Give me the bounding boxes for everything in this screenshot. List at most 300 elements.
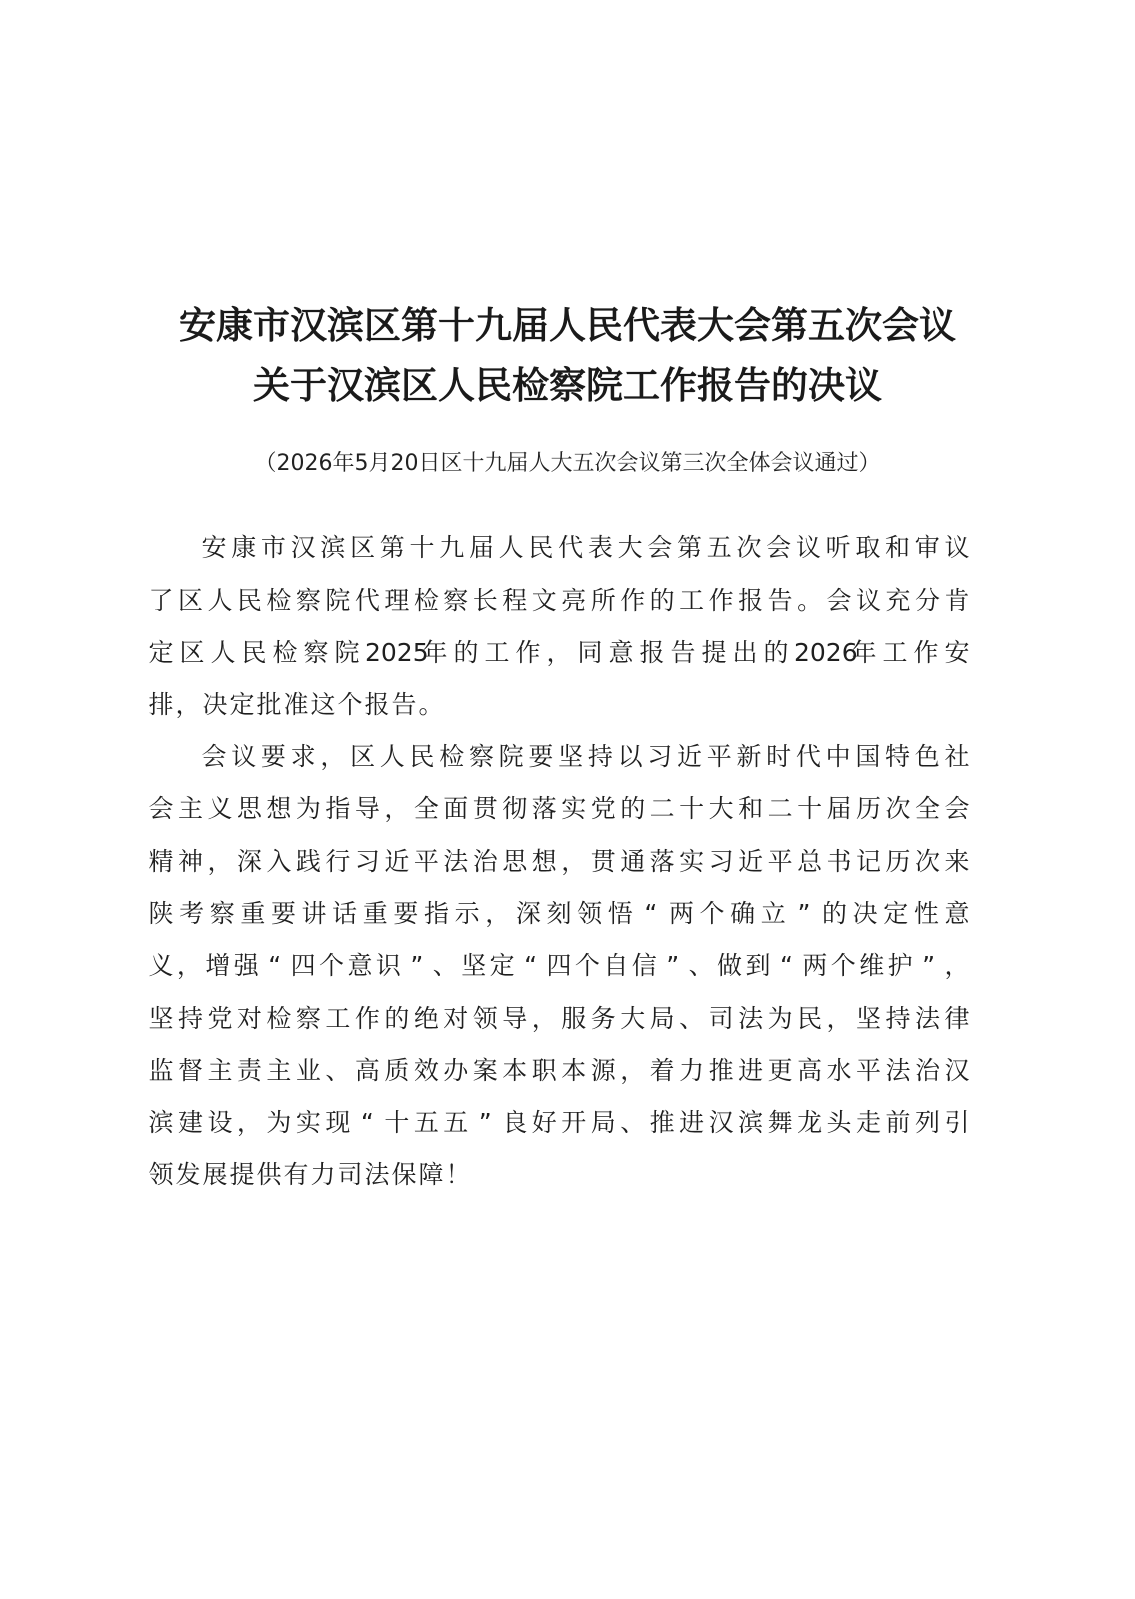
body-char: 党	[207, 1004, 233, 1033]
body-char: 强	[233, 951, 259, 980]
body-char: 作	[708, 586, 734, 615]
body-char: 本	[502, 1056, 528, 1085]
body-char: 的	[763, 638, 789, 667]
body-char: 发	[175, 1160, 201, 1189]
body-char: 。	[797, 586, 823, 615]
body-char: 案	[472, 1056, 498, 1085]
body-char: 落	[531, 794, 557, 823]
body-char: ！	[445, 1160, 471, 1189]
body-char: 大	[708, 794, 734, 823]
body-char: 汉	[944, 1056, 970, 1085]
body-char: 导	[502, 1004, 528, 1033]
body-char: 工	[679, 586, 705, 615]
body-char: 思	[236, 794, 262, 823]
body-char: ，	[485, 899, 511, 928]
body-char: 务	[590, 1004, 616, 1033]
body-char: 察	[468, 742, 494, 771]
body-char: 提	[229, 1160, 255, 1189]
body-char: ，	[176, 951, 202, 980]
body-char: “	[779, 951, 793, 980]
body-char: 通	[620, 847, 646, 876]
body-char: 听	[825, 533, 851, 562]
body-char: 彻	[502, 794, 528, 823]
body-char: 议	[795, 533, 821, 562]
body-char: 滨	[148, 1108, 174, 1137]
body-char: 十	[679, 794, 705, 823]
body-char: 作	[913, 638, 939, 667]
body-char: 两	[668, 899, 694, 928]
body-char: 近	[677, 742, 703, 771]
body-char: ，	[826, 1004, 852, 1033]
body-char: 贯	[472, 794, 498, 823]
body-char: 做	[717, 951, 743, 980]
body-char: 、	[688, 951, 714, 980]
body-char: 文	[531, 586, 557, 615]
body-char: 院	[325, 586, 351, 615]
body-char: 和	[738, 794, 764, 823]
body-char: 水	[826, 1056, 852, 1085]
body-char: 服	[561, 1004, 587, 1033]
body-char: 坚	[461, 951, 487, 980]
body-char: 司	[708, 1004, 734, 1033]
body-char: 意	[347, 951, 373, 980]
body-char: 决	[852, 899, 878, 928]
body-char: 所	[590, 586, 616, 615]
body-char: 个	[830, 951, 856, 980]
body-char: 区	[179, 638, 205, 667]
body-char: 察	[209, 899, 235, 928]
body-char: 设	[207, 1108, 233, 1137]
body-char: 持	[587, 742, 613, 771]
body-char: 引	[944, 1108, 970, 1137]
body-char: 的	[649, 586, 675, 615]
body-char: 障	[418, 1160, 444, 1189]
body-char: 本	[561, 1056, 587, 1085]
body-char: 着	[649, 1056, 675, 1085]
body-char: 理	[384, 586, 410, 615]
body-char: 坚	[558, 742, 584, 771]
body-char: 告	[767, 586, 793, 615]
body-char: 、	[620, 1108, 646, 1137]
body-char: 建	[177, 1108, 203, 1137]
body-char: 次	[885, 794, 911, 823]
body-char: 区	[350, 533, 376, 562]
body-char: 滨	[320, 533, 346, 562]
body-char: 决	[202, 690, 228, 719]
body-char: 龙	[797, 1108, 823, 1137]
body-char: 国	[855, 742, 881, 771]
body-char: 主	[266, 1056, 292, 1085]
body-char: 社	[944, 742, 970, 771]
body-char: 大	[620, 1004, 646, 1033]
body-char: 批	[256, 690, 282, 719]
body-char: 领	[577, 899, 603, 928]
body-char: 议	[944, 533, 970, 562]
body-char: 会	[201, 742, 227, 771]
body-char: 代	[354, 586, 380, 615]
body-char: 作	[354, 1004, 380, 1033]
body-char: 立	[760, 899, 786, 928]
body-char: 四	[546, 951, 572, 980]
body-char: 为	[266, 1108, 292, 1137]
body-char: 告	[391, 690, 417, 719]
body-char: 会	[826, 586, 852, 615]
body-char: 滨	[738, 1108, 764, 1137]
body-char: 高	[354, 1056, 380, 1085]
body-char: 现	[325, 1108, 351, 1137]
body-char: 区	[350, 742, 376, 771]
body-char: 导	[354, 794, 380, 823]
body-char: 作	[620, 586, 646, 615]
body-char: 个	[319, 951, 345, 980]
body-char: 会	[647, 533, 673, 562]
body-char: 高	[797, 1056, 823, 1085]
body-char: 到	[745, 951, 771, 980]
body-char: 2026	[794, 638, 858, 667]
body-char: 个	[337, 690, 363, 719]
body-char: 效	[413, 1056, 439, 1085]
body-char: 面	[443, 794, 469, 823]
document-subtitle: （2026年5月20日区十九届人大五次会议第三次全体会议通过）	[254, 451, 881, 476]
body-char: 告	[670, 638, 696, 667]
body-char: 领	[148, 1160, 174, 1189]
body-char: 书	[826, 847, 852, 876]
body-char: 法	[364, 1160, 390, 1189]
body-char: 人	[379, 742, 405, 771]
body-char: 实	[295, 1108, 321, 1137]
body-char: 人	[207, 586, 233, 615]
body-char: 出	[732, 638, 758, 667]
body-char: 2025	[365, 638, 429, 667]
body-char: 推	[708, 1056, 734, 1085]
body-char: 主	[177, 794, 203, 823]
body-char: 力	[310, 1160, 336, 1189]
body-char: 民	[409, 742, 435, 771]
body-char: 区	[177, 586, 203, 615]
body-char: 平	[767, 847, 793, 876]
body-char: 治	[915, 1056, 941, 1085]
body-char: 肯	[944, 586, 970, 615]
body-char: 。	[418, 690, 444, 719]
body-char: 力	[679, 1056, 705, 1085]
body-char: 五	[443, 1108, 469, 1137]
body-char: 年	[422, 638, 448, 667]
body-char: 的	[384, 1004, 410, 1033]
body-char: 好	[531, 1108, 557, 1137]
body-char: 督	[177, 1056, 203, 1085]
body-char: 代	[795, 742, 821, 771]
body-char: 察	[303, 638, 329, 667]
body-char: 二	[767, 794, 793, 823]
body-char: ，	[175, 690, 201, 719]
body-char: 持	[177, 1004, 203, 1033]
body-char: 新	[736, 742, 762, 771]
body-char: 行	[325, 847, 351, 876]
body-char: 业	[295, 1056, 321, 1085]
body-char: ，	[546, 638, 572, 667]
body-char: 汉	[290, 533, 316, 562]
body-char: 议	[856, 586, 882, 615]
body-char: 个	[699, 899, 725, 928]
body-char: 报	[364, 690, 390, 719]
body-char: 意	[944, 899, 970, 928]
body-char: 检	[413, 586, 439, 615]
body-char: 同	[577, 638, 603, 667]
body-char: 定	[148, 638, 174, 667]
body-char: ，	[384, 794, 410, 823]
body-char: 想	[531, 847, 557, 876]
body-char: ，	[531, 1004, 557, 1033]
body-char: 会	[148, 794, 174, 823]
body-char: ，	[320, 742, 346, 771]
body-char: 进	[679, 1108, 705, 1137]
body-char: 分	[915, 586, 941, 615]
body-char: “	[644, 899, 658, 928]
body-char: 律	[944, 1004, 970, 1033]
body-char: 为	[767, 1004, 793, 1033]
body-char: 民	[797, 1004, 823, 1033]
body-char: 坚	[856, 1004, 882, 1033]
body-char: 良	[502, 1108, 528, 1137]
body-char: 议	[231, 742, 257, 771]
body-char: ，	[620, 1056, 646, 1085]
body-char: 践	[295, 847, 321, 876]
body-char: 监	[148, 1056, 174, 1085]
body-char: 信	[631, 951, 657, 980]
body-char: 坚	[148, 1004, 174, 1033]
body-char: 习	[354, 847, 380, 876]
body-char: 定	[229, 690, 255, 719]
body-char: 法	[885, 1056, 911, 1085]
body-char: 工	[882, 638, 908, 667]
body-char: 报	[639, 638, 665, 667]
body-char: 列	[915, 1108, 941, 1137]
body-char: 平	[413, 847, 439, 876]
body-char: 党	[590, 794, 616, 823]
body-char: 排	[148, 690, 174, 719]
body-char: 以	[617, 742, 643, 771]
body-char: 职	[531, 1056, 557, 1085]
body-char: 考	[179, 899, 205, 928]
body-char: 识	[375, 951, 401, 980]
body-char: 义	[207, 794, 233, 823]
body-char: 作	[515, 638, 541, 667]
body-char: 安	[201, 533, 227, 562]
body-char: 察	[295, 1004, 321, 1033]
body-char: 记	[856, 847, 882, 876]
body-char: 检	[272, 638, 298, 667]
body-char: 法	[443, 847, 469, 876]
body-char: ，	[561, 847, 587, 876]
body-char: 五	[706, 533, 732, 562]
body-char: 检	[266, 1004, 292, 1033]
body-char: 法	[738, 1004, 764, 1033]
body-char: 近	[384, 847, 410, 876]
body-char: 开	[561, 1108, 587, 1137]
body-char: ”	[797, 899, 811, 928]
body-char: 定	[883, 899, 909, 928]
body-char: 绝	[413, 1004, 439, 1033]
body-char: 对	[236, 1004, 262, 1033]
body-char: 想	[266, 794, 292, 823]
body-char: 和	[885, 533, 911, 562]
body-char: 领	[472, 1004, 498, 1033]
body-char: 深	[236, 847, 262, 876]
body-char: 民	[528, 533, 554, 562]
body-char: 求	[290, 742, 316, 771]
body-char: 贯	[590, 847, 616, 876]
body-char: 治	[472, 847, 498, 876]
body-char: 入	[266, 847, 292, 876]
body-char: 增	[205, 951, 231, 980]
body-char: 第	[379, 533, 405, 562]
body-char: “	[360, 1108, 374, 1137]
body-char: 提	[701, 638, 727, 667]
body-char: 全	[413, 794, 439, 823]
body-char: 了	[148, 586, 174, 615]
body-char: 自	[603, 951, 629, 980]
body-char: 十	[384, 1108, 410, 1137]
body-char: 特	[885, 742, 911, 771]
body-char: 确	[730, 899, 756, 928]
body-char: 二	[649, 794, 675, 823]
body-char: 重	[362, 899, 388, 928]
body-char: 院	[498, 742, 524, 771]
body-char: 定	[489, 951, 515, 980]
body-char: 充	[885, 586, 911, 615]
body-char: 走	[856, 1108, 882, 1137]
body-char: 推	[649, 1108, 675, 1137]
body-char: 平	[856, 1056, 882, 1085]
body-char: 维	[859, 951, 885, 980]
body-char: 指	[424, 899, 450, 928]
body-char: 重	[240, 899, 266, 928]
body-char: 前	[885, 1108, 911, 1137]
body-char: 话	[332, 899, 358, 928]
body-char: 程	[502, 586, 528, 615]
body-char: 来	[944, 847, 970, 876]
body-char: 源	[590, 1056, 616, 1085]
body-char: 实	[561, 794, 587, 823]
body-char: 大	[617, 533, 643, 562]
body-char: 对	[443, 1004, 469, 1033]
body-char: 人	[210, 638, 236, 667]
body-char: ，	[944, 951, 970, 980]
body-char: ”	[478, 1108, 492, 1137]
body-char: 康	[231, 533, 257, 562]
body-char: 中	[825, 742, 851, 771]
body-char: 历	[885, 847, 911, 876]
body-char: 刻	[546, 899, 572, 928]
body-char: 亮	[561, 586, 587, 615]
body-char: 报	[738, 586, 764, 615]
body-char: 办	[443, 1056, 469, 1085]
body-char: ”	[922, 951, 936, 980]
document-title-line-2: 关于汉滨区人民检察院工作报告的决议	[253, 363, 882, 407]
body-char: 要	[528, 742, 554, 771]
body-char: 五	[413, 1108, 439, 1137]
body-char: 安	[944, 638, 970, 667]
body-char: 工	[325, 1004, 351, 1033]
body-char: 全	[915, 794, 941, 823]
body-char: 历	[856, 794, 882, 823]
body-char: 审	[914, 533, 940, 562]
body-char: 代	[558, 533, 584, 562]
body-char: 个	[574, 951, 600, 980]
body-char: 展	[202, 1160, 228, 1189]
body-char: 供	[256, 1160, 282, 1189]
body-char: 要	[393, 899, 419, 928]
body-char: 检	[266, 586, 292, 615]
body-char: ”	[666, 951, 680, 980]
body-char: 性	[913, 899, 939, 928]
body-char: 长	[472, 586, 498, 615]
body-char: 、	[325, 1056, 351, 1085]
body-char: 要	[260, 742, 286, 771]
body-char: 落	[649, 847, 675, 876]
body-char: 悟	[607, 899, 633, 928]
body-char: 年	[851, 638, 877, 667]
body-char: 精	[148, 847, 174, 876]
body-char: 次	[915, 847, 941, 876]
body-char: 习	[708, 847, 734, 876]
body-char: 陕	[148, 899, 174, 928]
body-char: 四	[290, 951, 316, 980]
body-char: 汉	[708, 1108, 734, 1137]
body-char: 市	[260, 533, 286, 562]
body-char: “	[268, 951, 282, 980]
body-char: 检	[439, 742, 465, 771]
body-char: 实	[679, 847, 705, 876]
body-char: 更	[767, 1056, 793, 1085]
body-char: 工	[484, 638, 510, 667]
document-title-line-1: 安康市汉滨区第十九届人民代表大会第五次会议	[179, 303, 956, 347]
body-char: 深	[515, 899, 541, 928]
body-char: 会	[944, 794, 970, 823]
body-char: 舞	[767, 1108, 793, 1137]
body-char: 第	[677, 533, 703, 562]
body-char: 思	[502, 847, 528, 876]
body-char: 院	[334, 638, 360, 667]
body-char: 讲	[301, 899, 327, 928]
body-char: 届	[826, 794, 852, 823]
body-char: 习	[647, 742, 673, 771]
body-char: 、	[679, 1004, 705, 1033]
body-char: 察	[295, 586, 321, 615]
body-char: 保	[391, 1160, 417, 1189]
body-char: “	[524, 951, 538, 980]
body-char: 九	[439, 533, 465, 562]
body-char: 色	[914, 742, 940, 771]
body-char: 为	[295, 794, 321, 823]
body-char: ”	[410, 951, 424, 980]
body-char: 意	[608, 638, 634, 667]
body-char: 法	[915, 1004, 941, 1033]
body-char: 义	[148, 951, 174, 980]
body-char: 局	[590, 1108, 616, 1137]
body-char: 察	[443, 586, 469, 615]
body-char: 总	[797, 847, 823, 876]
body-char: 持	[885, 1004, 911, 1033]
body-char: 时	[766, 742, 792, 771]
body-char: 质	[384, 1056, 410, 1085]
body-char: 平	[706, 742, 732, 771]
body-char: 护	[887, 951, 913, 980]
body-char: 指	[325, 794, 351, 823]
body-char: 示	[454, 899, 480, 928]
body-char: 神	[177, 847, 203, 876]
body-char: 、	[432, 951, 458, 980]
